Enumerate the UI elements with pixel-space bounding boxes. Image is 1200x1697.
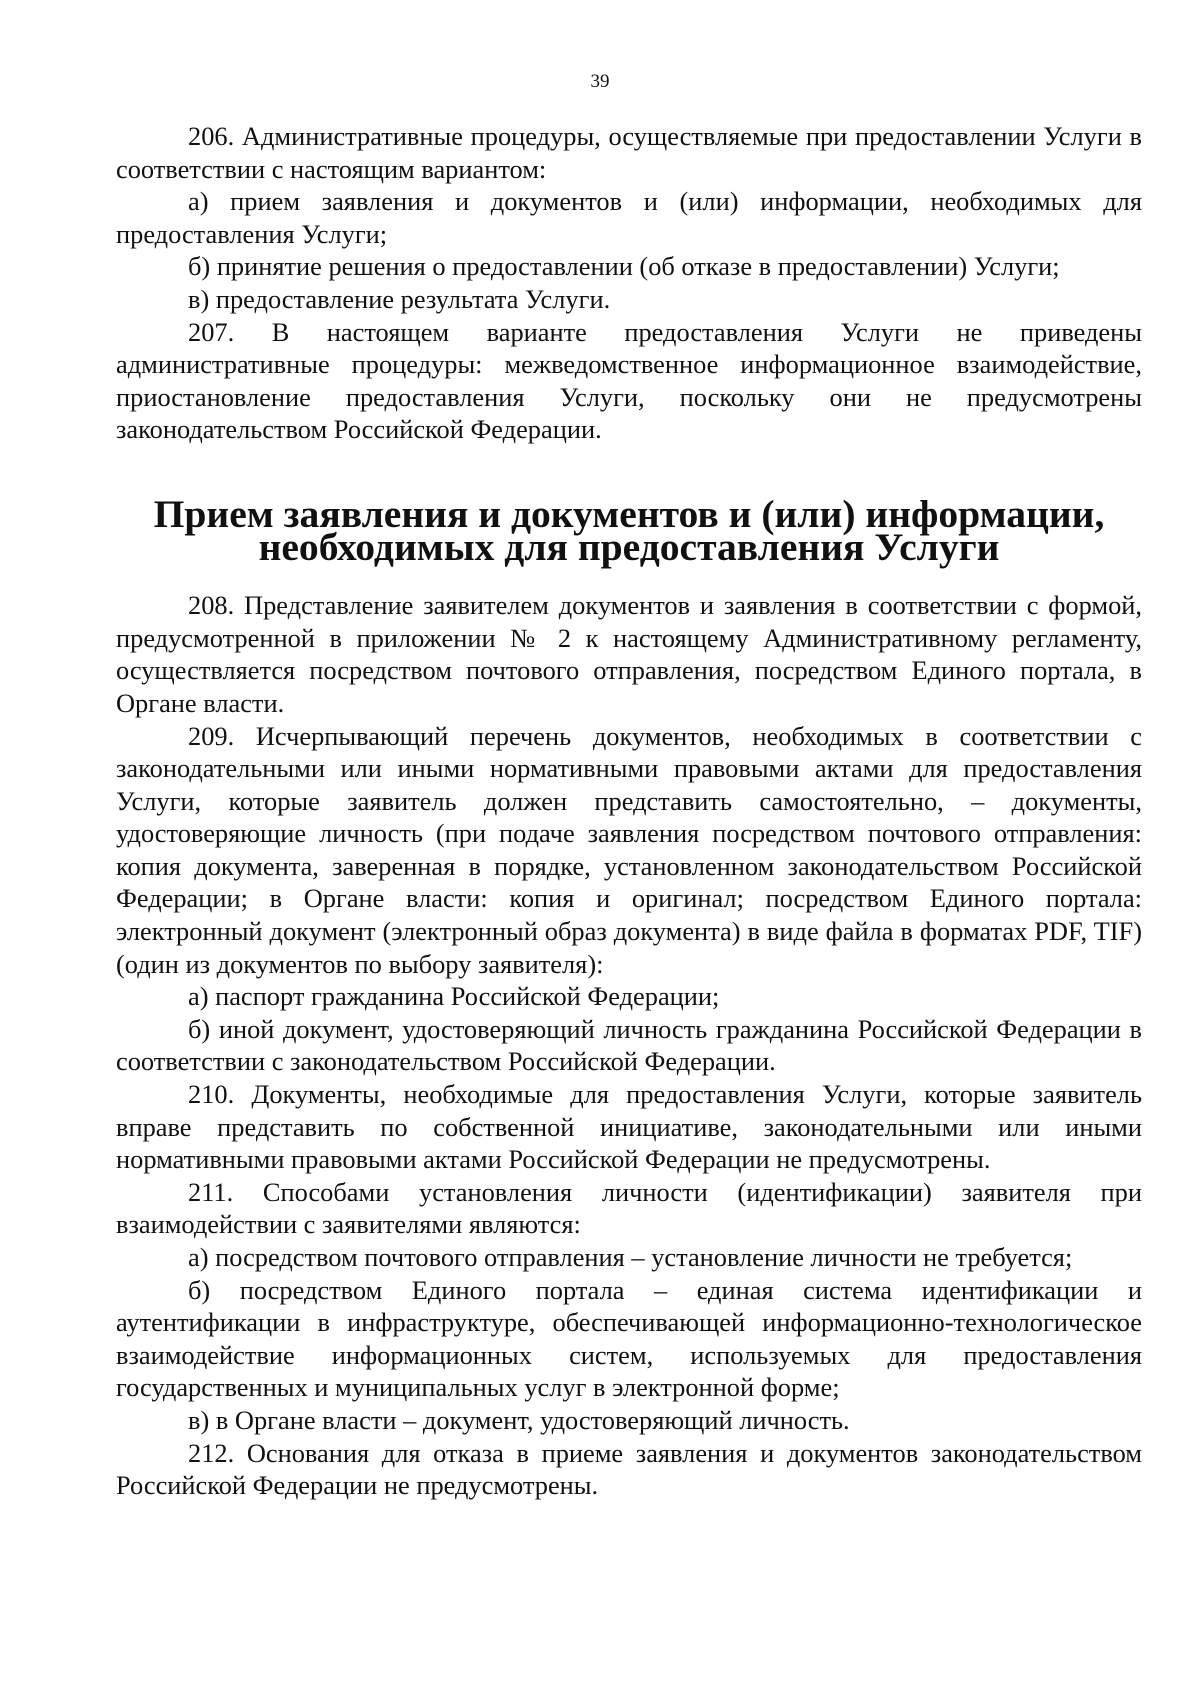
list-item-209-a: а) паспорт гражданина Российской Федерации; xyxy=(188,981,720,1012)
paragraph-208: 208. Представление заявителем документов и заявления в соответствии с формой, предусмотренной в приложении № 2 к настоящему Административному регламенту, осуществляется посредством почтового отправления, посредством Единого портала, в Органе власти. xyxy=(116,590,1142,718)
paragraph-209: 209. Исчерпывающий перечень документов, необходимых в соответствии с законодательными или иными нормативными правовыми актами для предоставления Услуги, которые заявитель должен представить самостоятельно, – документы, удостоверяющие личность (при подаче заявления посредством почтового отправления: копия документа, заверенная в порядке, установленном законодательством Российской Федерации; в Органе власти: копия и оригинал; посредством Единого портала: электронный документ (электронный образ документа) в виде файла в форматах PDF, TIF) (один из документов по выбору заявителя): xyxy=(116,720,1142,979)
paragraph-211: 211. Способами установления личности (идентификации) заявителя при взаимодействии с заявителями являются: xyxy=(116,1176,1142,1240)
paragraph-210: 210. Документы, необходимые для предоставления Услуги, которые заявитель вправе представить по собственной инициативе, законодательными или иными нормативными правовыми актами Российской Федерации не предусмотрены. xyxy=(116,1079,1142,1175)
list-item-209-b: б) иной документ, удостоверяющий личность гражданина Российской Федерации в соответствии с законодательством Российской Федерации. xyxy=(116,1013,1142,1077)
paragraph-212: 212. Основания для отказа в приеме заявления и документов законодательством Российской Федерации не предусмотрены. xyxy=(116,1437,1142,1501)
document-body xyxy=(116,120,1142,1502)
list-item-211-b: б) посредством Единого портала – единая система идентификации и аутентификации в инфраструктуре, обеспечивающей информационно-технологическое взаимодействие информационных систем, используемых для предоставления государственных и муниципальных услуг в электронной форме; xyxy=(116,1274,1142,1403)
paragraph-207: 207. В настоящем варианте предоставления Услуги не приведены административные процедуры: межведомственное информационное взаимодействие, приостановление предоставления Услуги, поскольку они не предусмотрены законодательством Российской Федерации. xyxy=(116,316,1142,445)
section-heading: Прием заявления и документов и (или) информации, необходимых для предоставления Услуги xyxy=(153,491,1105,569)
list-item-211-a: а) посредством почтового отправления – установление личности не требуется; xyxy=(188,1242,1073,1272)
page-number: 39 xyxy=(590,71,610,92)
list-item-206-b: б) принятие решения о предоставлении (об отказе в предоставлении) Услуги; xyxy=(188,251,1060,282)
paragraph-206: 206. Административные процедуры, осуществляемые при предоставлении Услуги в соответствии с настоящим вариантом: xyxy=(116,121,1142,184)
list-item-211-c: в) в Органе власти – документ, удостоверяющий личность. xyxy=(188,1404,850,1435)
list-item-206-c: в) предоставление результата Услуги. xyxy=(188,283,611,314)
list-item-206-a: а) прием заявления и документов и (или) информации, необходимых для предоставления Услуги; xyxy=(116,186,1142,249)
